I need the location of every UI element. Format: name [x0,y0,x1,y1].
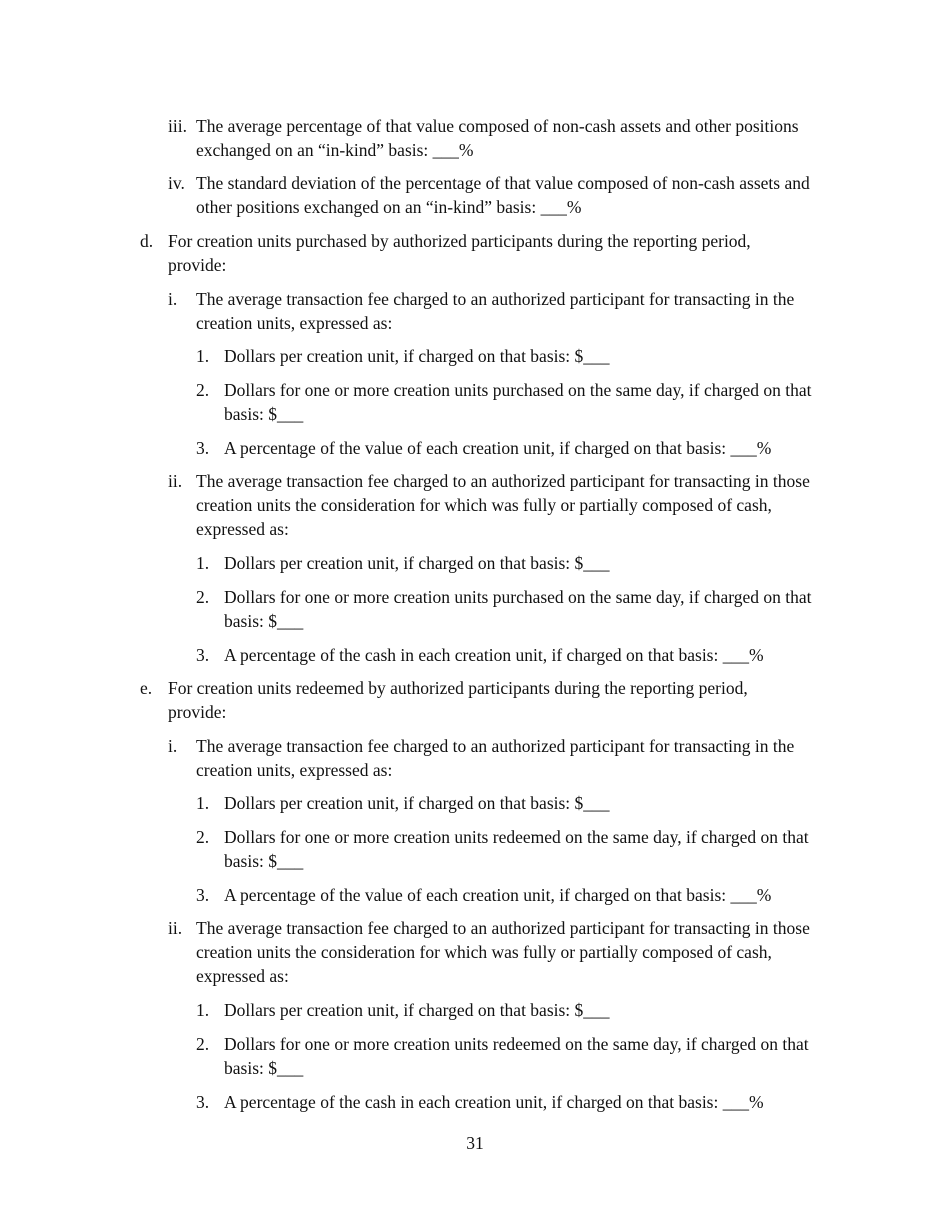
list-item-e [140,676,798,724]
item-text: Dollars for one or more creation units purchased on the same day, if charged on that basis: $___ [224,587,812,631]
item-marker: 1. [196,793,210,813]
item-text: Dollars for one or more creation units redeemed on the same day, if charged on that basis: $___ [224,827,809,871]
page-number: 31 [466,1133,484,1153]
item-marker: iii. [168,116,187,136]
item-text: Dollars for one or more creation units purchased on the same day, if charged on that basis: $___ [224,380,812,424]
item-marker: 3. [196,885,210,905]
item-marker: i. [168,289,178,309]
item-text: The average percentage of that value composed of non-cash assets and other positions exchanged on an “in-kind” basis: ___% [196,116,799,160]
item-marker: 2. [196,1034,210,1054]
list-item-e-ii-3 [196,1090,834,1114]
list-item-e-i [168,734,841,782]
item-text: A percentage of the cash in each creation unit, if charged on that basis: ___% [224,645,764,665]
list-item-e-ii-1 [196,998,834,1022]
list-item-iv [168,171,826,219]
item-text: The average transaction fee charged to an authorized participant for transacting in those creation units the consideration for which was fully or partially composed of cash, expressed as: [196,918,810,986]
list-item-d-i-2 [196,378,829,426]
item-marker: 3. [196,438,210,458]
item-marker: 1. [196,1000,210,1020]
item-marker: iv. [168,173,185,193]
item-text: A percentage of the cash in each creation unit, if charged on that basis: ___% [224,1092,764,1112]
list-item-e-i-1 [196,791,834,815]
list-item-d-i-1 [196,344,834,368]
item-marker: 2. [196,380,210,400]
item-marker: 3. [196,1092,210,1112]
item-text: The standard deviation of the percentage of that value composed of non-cash assets and other positions exchanged on an “in-kind” basis: ___% [196,173,810,217]
list-item-e-ii-2 [196,1032,824,1080]
item-marker: e. [140,678,153,698]
item-marker: d. [140,231,154,251]
item-text: Dollars per creation unit, if charged on that basis: $___ [224,346,610,366]
list-item-d-i [168,287,841,335]
item-text: Dollars for one or more creation units redeemed on the same day, if charged on that basis: $___ [224,1034,809,1078]
item-marker: 1. [196,346,210,366]
list-item-d [140,229,798,277]
item-marker: ii. [168,471,183,491]
item-text: For creation units redeemed by authorized participants during the reporting period, provide: [168,678,748,722]
list-item-d-i-3 [196,436,834,460]
list-item-d-ii [168,469,824,541]
list-item-d-ii-3 [196,643,834,667]
list-item-d-ii-2 [196,585,829,633]
item-text: The average transaction fee charged to an authorized participant for transacting in the creation units, expressed as: [196,736,795,780]
list-item-e-i-2 [196,825,824,873]
item-text: Dollars per creation unit, if charged on that basis: $___ [224,553,610,573]
item-text: Dollars per creation unit, if charged on that basis: $___ [224,793,610,813]
list-item-iii [168,114,846,162]
list-item-d-ii-1 [196,551,834,575]
item-text: A percentage of the value of each creation unit, if charged on that basis: ___% [224,885,772,905]
item-marker: ii. [168,918,183,938]
item-text: A percentage of the value of each creation unit, if charged on that basis: ___% [224,438,772,458]
item-text: For creation units purchased by authorized participants during the reporting period, provide: [168,231,751,275]
item-text: The average transaction fee charged to an authorized participant for transacting in those creation units the consideration for which was fully or partially composed of cash, expressed as: [196,471,810,539]
item-text: The average transaction fee charged to an authorized participant for transacting in the creation units, expressed as: [196,289,795,333]
item-marker: 3. [196,645,210,665]
item-marker: 2. [196,827,210,847]
item-marker: 2. [196,587,210,607]
list-item-e-i-3 [196,883,834,907]
item-marker: i. [168,736,178,756]
item-marker: 1. [196,553,210,573]
list-item-e-ii [168,916,824,988]
item-text: Dollars per creation unit, if charged on that basis: $___ [224,1000,610,1020]
